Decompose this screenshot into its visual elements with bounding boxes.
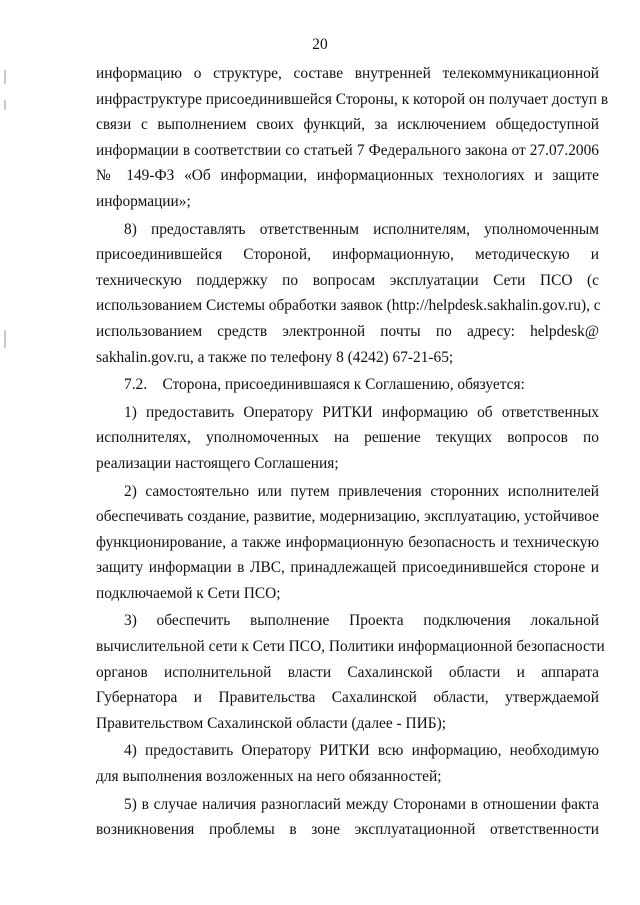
scan-edge-mark <box>4 330 6 348</box>
text-line: 3) обеспечить выполнение Проекта подключения локальной <box>124 612 599 630</box>
paragraph <box>96 792 599 843</box>
scan-edge-mark <box>4 100 6 110</box>
text-line: обеспечивать создание, развитие, модернизацию, эксплуатацию, устойчивое <box>96 508 599 526</box>
text-line: информации в соответствии со статьей 7 Федерального закона от 27.07.2006 <box>96 141 599 159</box>
text-line: использованием средств электронной почты по адресу: helpdesk@ <box>96 322 599 340</box>
text-line: инфраструктуре присоединившейся Стороны, к которой он получает доступ в <box>96 90 609 108</box>
document-body <box>96 61 609 843</box>
text-line: подключаемой к Сети ПСО; <box>96 584 281 602</box>
text-line: 5) в случае наличия разногласий между Сторонами в отношении факта <box>124 795 599 813</box>
text-line: 1) предоставить Оператору РИТКИ информацию об ответственных <box>124 403 599 421</box>
paragraph <box>96 608 605 736</box>
text-line: техническую поддержку по вопросам эксплуатации Сети ПСО (с <box>96 271 599 289</box>
text-line: исполнителях, уполномоченных на решение текущих вопросов по <box>96 429 599 447</box>
paragraph <box>96 61 609 215</box>
text-line: функционирование, а также информационную безопасность и техническую <box>96 533 599 551</box>
section-heading <box>96 372 599 398</box>
text-line: информацию о структуре, составе внутренней телекоммуникационной <box>96 65 599 82</box>
text-line: Правительством Сахалинской области (далее - ПИБ); <box>96 714 446 732</box>
text-line: связи с выполнением своих функций, за исключением общедоступной <box>96 116 599 134</box>
paragraph <box>96 400 599 477</box>
text-line: № 149-ФЗ «Об информации, информационных технологиях и защите <box>96 167 599 185</box>
text-line: для выполнения возложенных на него обязанностей; <box>96 768 442 786</box>
text-line: sakhalin.gov.ru, а также по телефону 8 (4242) 67-21-65; <box>96 348 454 366</box>
text-line: использованием Системы обработки заявок (http://helpdesk.sakhalin.gov.ru), с <box>96 297 601 315</box>
text-line: защиту информации в ЛВС, принадлежащей присоединившейся стороне и <box>96 559 599 577</box>
text-line: 7.2. Сторона, присоединившаяся к Соглашению, обязуется: <box>124 376 525 394</box>
text-line: реализации настоящего Соглашения; <box>96 454 339 472</box>
paragraph <box>96 479 599 607</box>
text-line: 8) предоставлять ответственным исполнителям, уполномоченным <box>124 220 599 238</box>
text-line: информации»; <box>96 192 191 210</box>
paragraph <box>96 217 599 371</box>
scan-edge-mark <box>4 70 6 84</box>
page-number: 20 <box>312 36 328 53</box>
paragraph <box>96 738 599 789</box>
text-line: возникновения проблемы в зоне эксплуатационной ответственности <box>96 821 599 839</box>
text-line: 4) предоставить Оператору РИТКИ всю информацию, необходимую <box>124 742 599 760</box>
text-line: Губернатора и Правительства Сахалинской области, утверждаемой <box>96 689 599 707</box>
text-line: 2) самостоятельно или путем привлечения сторонних исполнителей <box>124 482 599 500</box>
text-line: органов исполнительной власти Сахалинской области и аппарата <box>96 663 599 681</box>
text-line: вычислительной сети к Сети ПСО, Политики информационной безопасности <box>96 638 605 656</box>
text-line: присоединившейся Стороной, информационную, методическую и <box>96 246 599 264</box>
